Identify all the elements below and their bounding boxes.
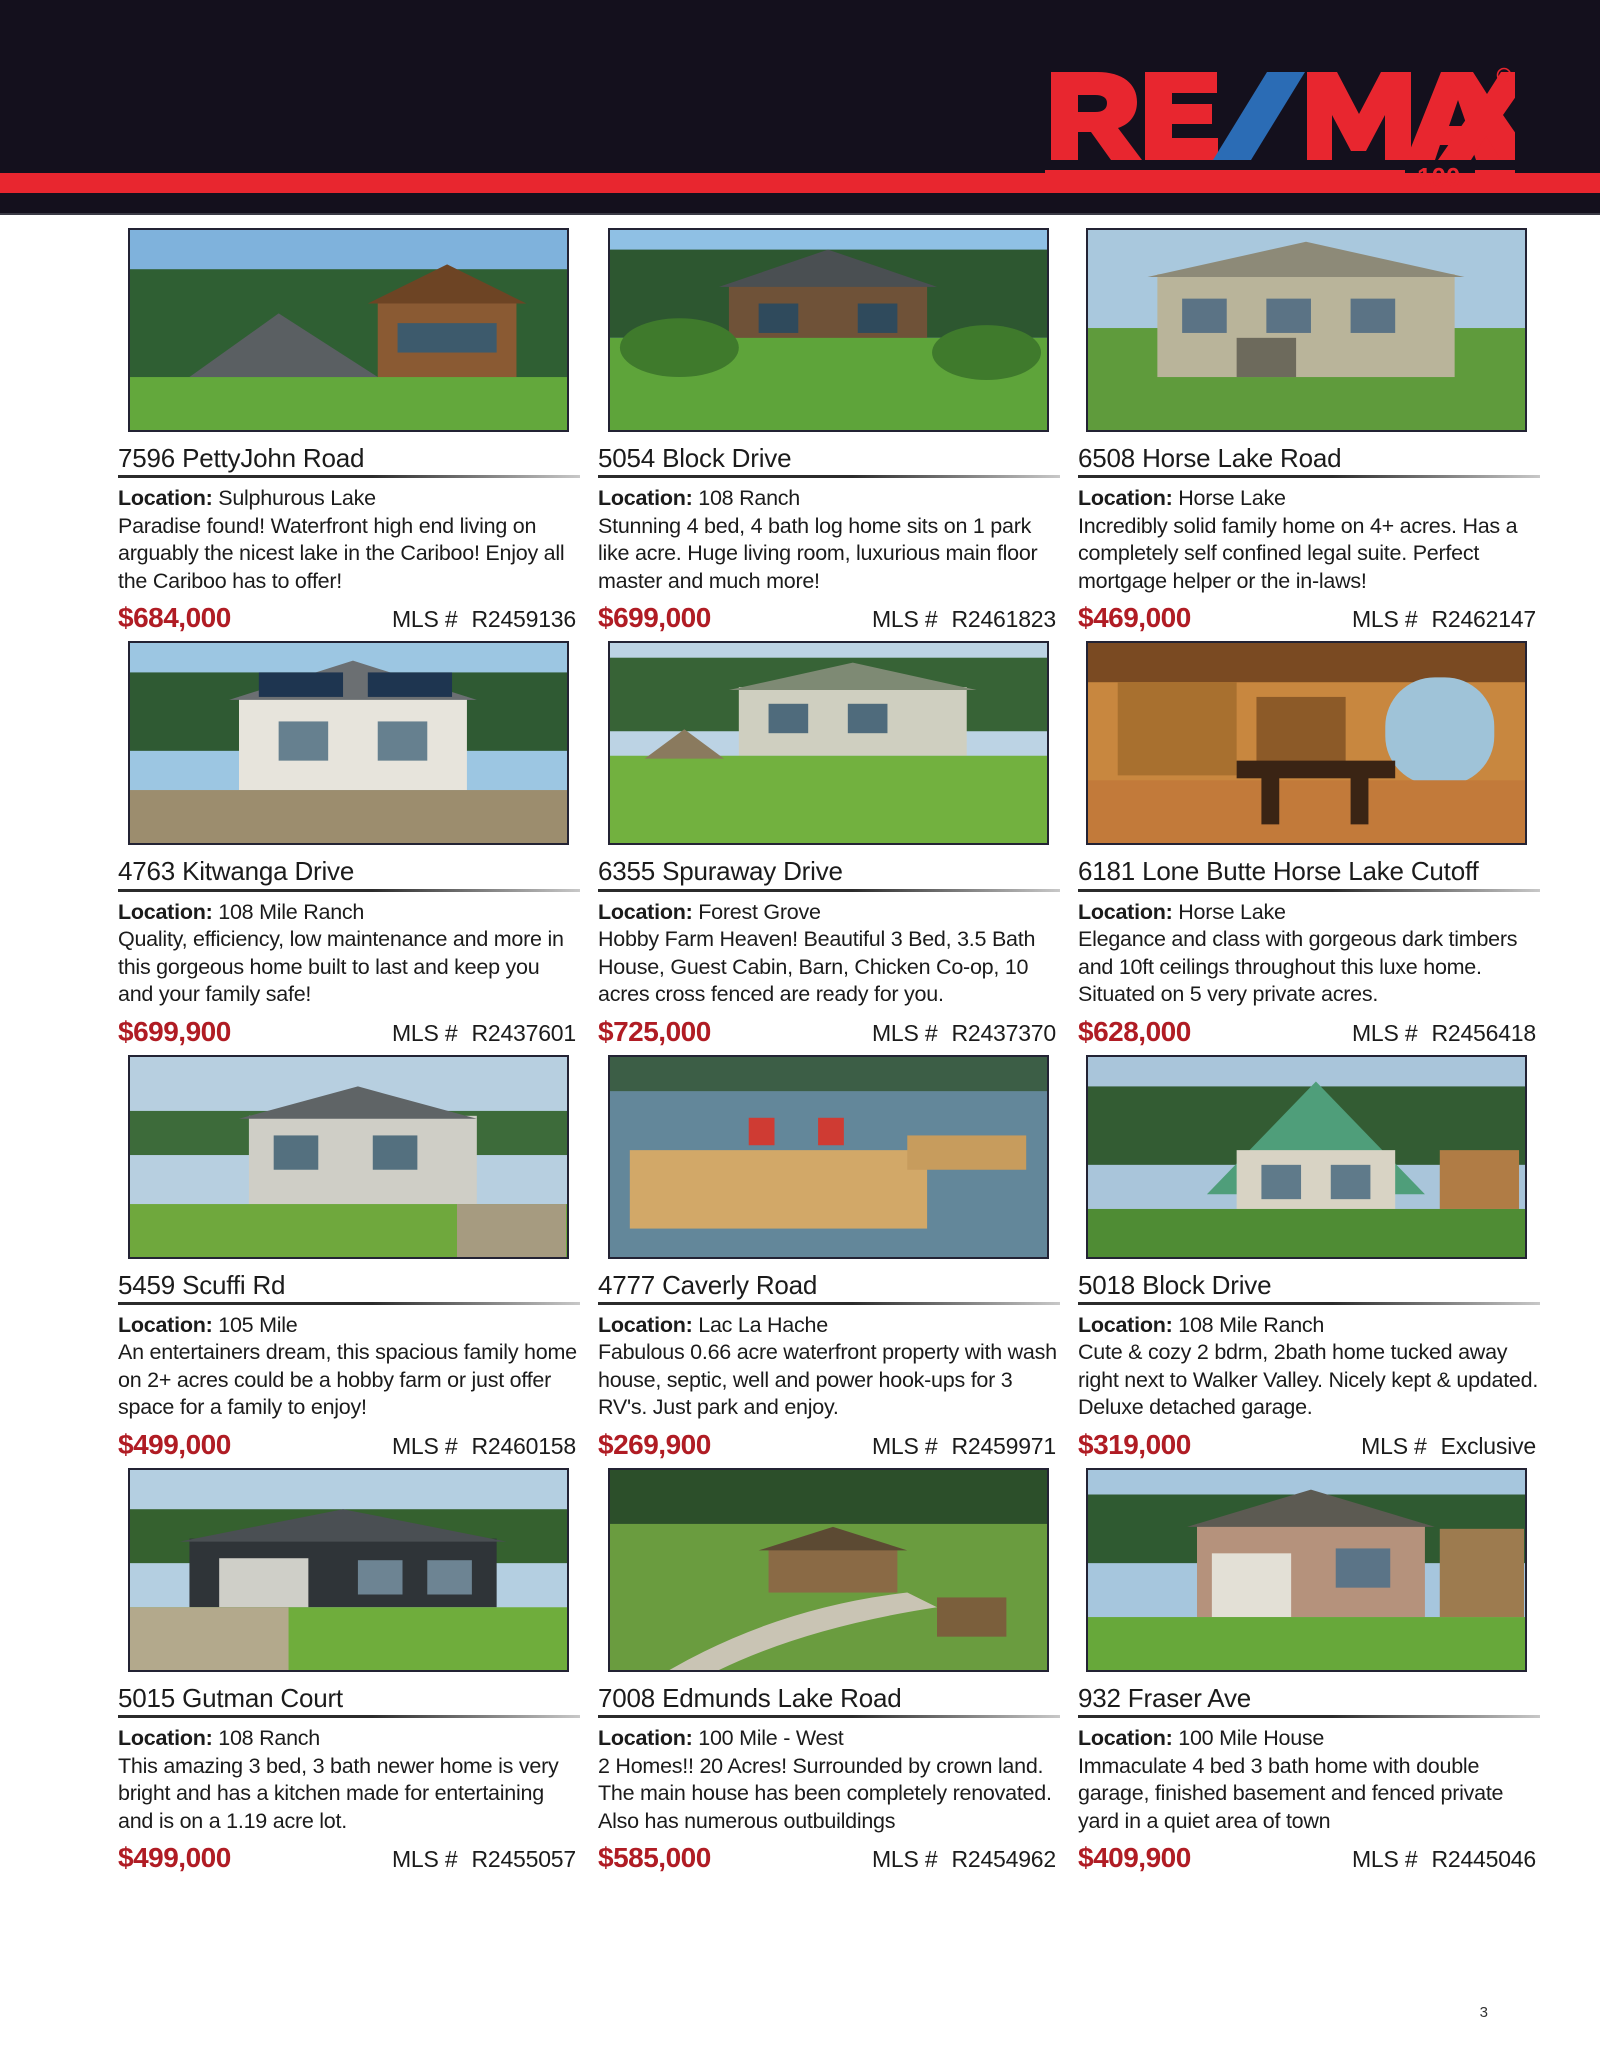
listing-footer bbox=[118, 602, 580, 634]
listing-address: 5459 Scuffi Rd bbox=[118, 1269, 286, 1300]
title-rule bbox=[118, 475, 580, 478]
listing-mls bbox=[1361, 1433, 1536, 1460]
listing-address: 5018 Block Drive bbox=[1078, 1269, 1272, 1300]
location-label: Location: bbox=[118, 1726, 213, 1751]
mls-label: MLS # bbox=[391, 1846, 458, 1873]
listing-details bbox=[598, 1725, 1060, 1835]
listing-photo[interactable] bbox=[1086, 228, 1527, 432]
location-label: Location: bbox=[1078, 486, 1173, 511]
mls-label: MLS # bbox=[391, 606, 458, 633]
listing-card[interactable] bbox=[598, 641, 1060, 1047]
mls-label: MLS # bbox=[391, 1432, 458, 1459]
mls-number: R2437601 bbox=[471, 1019, 576, 1046]
mls-number: R2454962 bbox=[951, 1846, 1056, 1873]
location-label: Location: bbox=[118, 1312, 213, 1337]
title-rule bbox=[598, 889, 1060, 892]
listing-mls bbox=[392, 1020, 576, 1047]
listing-description: This amazing 3 bed, 3 bath newer home is very bright and has a kitchen made for entertaining and is on a 1.19 acre lot. bbox=[118, 1753, 559, 1833]
mls-number: R2456418 bbox=[1431, 1019, 1536, 1046]
location-value: Sulphurous Lake bbox=[218, 486, 376, 511]
listing-mls bbox=[1352, 1020, 1536, 1047]
location-value: 108 Mile Ranch bbox=[218, 899, 365, 924]
listing-description: An entertainers dream, this spacious family home on 2+ acres could be a hobby farm or just offer space for a family to enjoy! bbox=[118, 1340, 577, 1420]
listing-description: Paradise found! Waterfront high end living on arguably the nicest lake in the Cariboo! Enjoy all the Cariboo has to offer! bbox=[118, 513, 565, 593]
listing-card[interactable] bbox=[118, 1468, 580, 1874]
listing-photo[interactable] bbox=[608, 641, 1049, 845]
listing-price: $725,000 bbox=[598, 1015, 711, 1047]
listing-mls bbox=[872, 1433, 1056, 1460]
listing-footer bbox=[118, 1016, 580, 1048]
location-value: 100 Mile House bbox=[1178, 1726, 1325, 1751]
listing-details bbox=[598, 1312, 1060, 1422]
mls-number: R2455057 bbox=[471, 1846, 576, 1873]
listing-photo[interactable] bbox=[128, 1055, 569, 1259]
listing-description: 2 Homes!! 20 Acres! Surrounded by crown land. The main house has been completely renovated. Also has numerous outbuildings bbox=[598, 1753, 1052, 1833]
listing-address: 4777 Caverly Road bbox=[598, 1269, 818, 1300]
title-rule bbox=[1078, 889, 1540, 892]
mls-label: MLS # bbox=[391, 1019, 458, 1046]
location-label: Location: bbox=[118, 899, 213, 924]
title-rule bbox=[1078, 1715, 1540, 1718]
listing-card[interactable] bbox=[118, 641, 580, 1047]
listing-card[interactable] bbox=[1078, 1468, 1540, 1874]
listing-photo[interactable] bbox=[128, 1468, 569, 1672]
svg-text:R: R bbox=[1500, 71, 1508, 81]
title-rule bbox=[118, 1302, 580, 1305]
listing-price: $499,000 bbox=[118, 1842, 231, 1874]
location-value: 108 Mile Ranch bbox=[1178, 1312, 1325, 1337]
location-label: Location: bbox=[1078, 899, 1173, 924]
listing-address: 7596 PettyJohn Road bbox=[118, 443, 365, 473]
listing-details bbox=[1078, 1312, 1540, 1422]
remax-logo bbox=[1045, 62, 1515, 190]
listing-card[interactable] bbox=[1078, 641, 1540, 1047]
listing-address: 4763 Kitwanga Drive bbox=[118, 856, 355, 887]
location-label: Location: bbox=[598, 1726, 693, 1751]
title-rule bbox=[1078, 475, 1540, 478]
listing-details bbox=[118, 899, 580, 1009]
mls-label: MLS # bbox=[1351, 606, 1418, 633]
listing-mls bbox=[1352, 606, 1536, 633]
listing-description: Cute & cozy 2 bdrm, 2bath home tucked away right next to Walker Valley. Nicely kept & updated. Deluxe detached garage. bbox=[1078, 1340, 1539, 1420]
mls-number: R2437370 bbox=[951, 1019, 1056, 1046]
listing-photo[interactable] bbox=[608, 1468, 1049, 1672]
listing-grid bbox=[0, 215, 1600, 1874]
listing-footer bbox=[1078, 1842, 1540, 1874]
svg-text:100: 100 bbox=[1417, 162, 1461, 190]
listing-footer bbox=[598, 1842, 1060, 1874]
location-label: Location: bbox=[118, 486, 213, 511]
listing-address: 932 Fraser Ave bbox=[1078, 1682, 1252, 1713]
title-rule bbox=[1078, 1302, 1540, 1305]
listing-details bbox=[598, 899, 1060, 1009]
listing-price: $469,000 bbox=[1078, 602, 1191, 634]
listing-description: Elegance and class with gorgeous dark timbers and 10ft ceilings throughout this luxe home. Situated on 5 very private acres. bbox=[1078, 927, 1518, 1007]
listing-details bbox=[1078, 1725, 1540, 1835]
listing-footer bbox=[598, 1016, 1060, 1048]
listing-mls bbox=[392, 606, 576, 633]
listing-address: 6181 Lone Butte Horse Lake Cutoff bbox=[1078, 856, 1479, 887]
listing-price: $499,000 bbox=[118, 1428, 231, 1460]
mls-label: MLS # bbox=[871, 1432, 938, 1459]
listing-mls bbox=[392, 1846, 576, 1873]
location-label: Location: bbox=[598, 899, 693, 924]
location-value: Horse Lake bbox=[1178, 899, 1286, 924]
listing-description: Hobby Farm Heaven! Beautiful 3 Bed, 3.5 Bath House, Guest Cabin, Barn, Chicken Co-op, 10 acres cross fenced are ready for you. bbox=[598, 927, 1036, 1007]
listing-details bbox=[118, 1312, 580, 1422]
listing-footer bbox=[1078, 602, 1540, 634]
mls-number: Exclusive bbox=[1440, 1432, 1536, 1459]
listing-card[interactable] bbox=[598, 1055, 1060, 1461]
location-value: Horse Lake bbox=[1178, 486, 1286, 511]
listing-photo[interactable] bbox=[1086, 1468, 1527, 1672]
listing-card[interactable] bbox=[598, 228, 1060, 634]
listing-address: 5015 Gutman Court bbox=[118, 1682, 343, 1713]
listing-photo[interactable] bbox=[608, 228, 1049, 432]
listing-footer bbox=[598, 1429, 1060, 1461]
mls-number: R2445046 bbox=[1431, 1846, 1536, 1873]
mls-number: R2460158 bbox=[471, 1432, 576, 1459]
title-rule bbox=[598, 1302, 1060, 1305]
listing-card[interactable] bbox=[118, 1055, 580, 1461]
listing-photo[interactable] bbox=[1086, 641, 1527, 845]
listing-price: $699,900 bbox=[118, 1015, 231, 1047]
listing-address: 6355 Spuraway Drive bbox=[598, 856, 843, 887]
listing-photo[interactable] bbox=[128, 228, 569, 432]
listing-mls bbox=[872, 1020, 1056, 1047]
title-rule bbox=[118, 1715, 580, 1718]
listing-card[interactable] bbox=[598, 1468, 1060, 1874]
mls-label: MLS # bbox=[871, 1846, 938, 1873]
location-label: Location: bbox=[1078, 1726, 1173, 1751]
title-rule bbox=[118, 889, 580, 892]
listing-description: Incredibly solid family home on 4+ acres. Has a completely self confined legal suite. Perfect mortgage helper or the in-laws! bbox=[1078, 513, 1518, 593]
location-label: Location: bbox=[598, 1312, 693, 1337]
mls-label: MLS # bbox=[1361, 1432, 1427, 1459]
listing-details bbox=[1078, 899, 1540, 1009]
listing-price: $699,000 bbox=[598, 602, 711, 634]
listing-photo[interactable] bbox=[1086, 1055, 1527, 1259]
location-value: Forest Grove bbox=[698, 899, 821, 924]
location-value: Lac La Hache bbox=[698, 1312, 828, 1337]
listing-price: $628,000 bbox=[1078, 1015, 1191, 1047]
title-rule bbox=[598, 475, 1060, 478]
listing-details bbox=[118, 1725, 580, 1835]
listing-mls bbox=[872, 1846, 1056, 1873]
listing-description: Immaculate 4 bed 3 bath home with double garage, finished basement and fenced private yard in a quiet area of town bbox=[1078, 1753, 1504, 1833]
listing-price: $684,000 bbox=[118, 602, 231, 634]
mls-label: MLS # bbox=[1351, 1019, 1418, 1046]
listing-description: Fabulous 0.66 acre waterfront property with wash house, septic, well and power hook-ups for 3 RV's. Just park and enjoy. bbox=[598, 1340, 1057, 1420]
listing-mls bbox=[392, 1433, 576, 1460]
listing-mls bbox=[872, 606, 1056, 633]
listing-footer bbox=[118, 1842, 580, 1874]
listing-price: $319,000 bbox=[1078, 1428, 1191, 1460]
listing-description: Quality, efficiency, low maintenance and more in this gorgeous home built to last and keep you and your family safe! bbox=[118, 927, 564, 1007]
listing-footer bbox=[598, 602, 1060, 634]
location-value: 100 Mile - West bbox=[698, 1726, 844, 1751]
listing-price: $585,000 bbox=[598, 1842, 711, 1874]
listing-photo[interactable] bbox=[128, 641, 569, 845]
mls-label: MLS # bbox=[871, 606, 938, 633]
listing-card[interactable] bbox=[1078, 1055, 1540, 1461]
listing-card[interactable] bbox=[1078, 228, 1540, 634]
listing-description: Stunning 4 bed, 4 bath log home sits on 1 park like acre. Huge living room, luxurious main floor master and much more! bbox=[598, 513, 1038, 593]
page-header bbox=[0, 0, 1600, 215]
listing-mls bbox=[1352, 1846, 1536, 1873]
location-label: Location: bbox=[1078, 1312, 1173, 1337]
mls-number: R2459136 bbox=[471, 606, 576, 633]
mls-label: MLS # bbox=[871, 1019, 938, 1046]
listing-details bbox=[598, 485, 1060, 595]
listing-photo[interactable] bbox=[608, 1055, 1049, 1259]
listing-footer bbox=[1078, 1016, 1540, 1048]
listing-address: 6508 Horse Lake Road bbox=[1078, 443, 1342, 473]
page-number: 3 bbox=[1479, 2004, 1488, 2021]
listing-price: $409,900 bbox=[1078, 1842, 1191, 1874]
listing-address: 5054 Block Drive bbox=[598, 443, 792, 473]
mls-number: R2462147 bbox=[1431, 606, 1536, 633]
listing-card[interactable] bbox=[118, 228, 580, 634]
location-value: 108 Ranch bbox=[698, 486, 800, 511]
mls-number: R2461823 bbox=[951, 606, 1056, 633]
listing-address: 7008 Edmunds Lake Road bbox=[598, 1682, 902, 1713]
title-rule bbox=[598, 1715, 1060, 1718]
listing-details bbox=[1078, 485, 1540, 595]
listing-price: $269,900 bbox=[598, 1428, 711, 1460]
location-value: 108 Ranch bbox=[218, 1726, 320, 1751]
location-label: Location: bbox=[598, 486, 693, 511]
listing-footer bbox=[118, 1429, 580, 1461]
mls-label: MLS # bbox=[1351, 1846, 1418, 1873]
listing-footer bbox=[1078, 1429, 1540, 1461]
mls-number: R2459971 bbox=[951, 1432, 1056, 1459]
location-value: 105 Mile bbox=[218, 1312, 298, 1337]
listing-details bbox=[118, 485, 580, 595]
